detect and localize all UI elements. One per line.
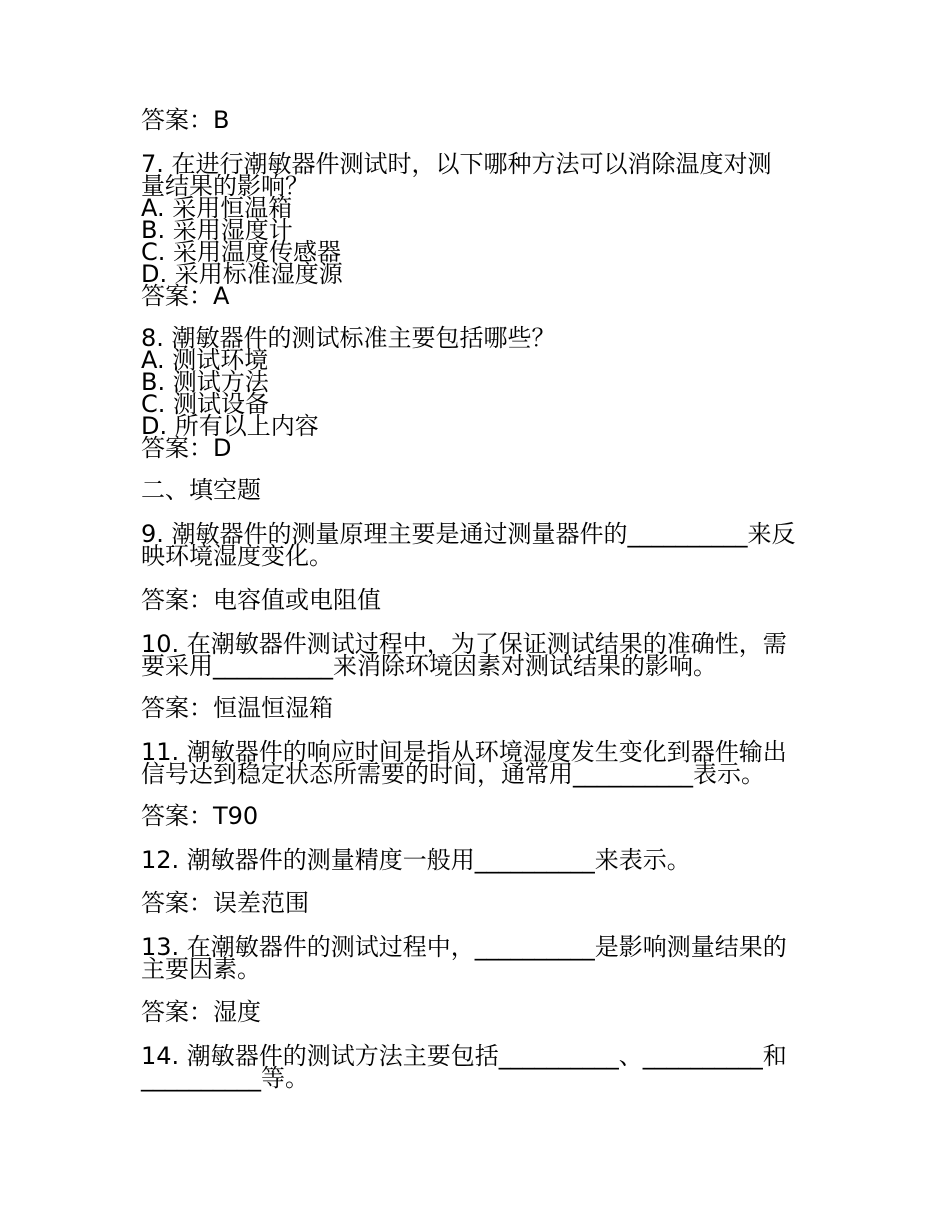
- question-11-line-1: 11. 潮敏器件的响应时间是指从环境湿度发生变化到器件输出: [141, 738, 787, 766]
- answer-7: 答案：A: [141, 282, 230, 310]
- question-7-option-d: D. 采用标准湿度源: [141, 260, 343, 288]
- question-9-line-2: 映环境湿度变化。: [141, 542, 333, 570]
- question-11-line-2: 信号达到稳定状态所需要的时间，通常用__________表示。: [141, 760, 765, 788]
- answer-12: 答案：误差范围: [141, 889, 309, 917]
- question-8-option-d: D. 所有以上内容: [141, 412, 319, 440]
- question-8-option-b: B. 测试方法: [141, 368, 269, 396]
- question-10-line-1: 10. 在潮敏器件测试过程中，为了保证测试结果的准确性，需: [141, 630, 787, 658]
- question-9-line-1: 9. 潮敏器件的测量原理主要是通过测量器件的__________来反: [141, 520, 796, 548]
- question-10-line-2: 要采用__________来消除环境因素对测试结果的影响。: [141, 652, 717, 680]
- answer-11: 答案：T90: [141, 802, 259, 830]
- answer-8: 答案：D: [141, 434, 232, 462]
- question-14-line-1: 14. 潮敏器件的测试方法主要包括__________、__________和: [141, 1042, 787, 1070]
- question-7-option-b: B. 采用湿度计: [141, 216, 293, 244]
- question-14-line-2: __________等。: [141, 1064, 309, 1092]
- question-13-line-1: 13. 在潮敏器件的测试过程中，__________是影响测量结果的: [141, 933, 787, 961]
- question-13-line-2: 主要因素。: [141, 955, 261, 983]
- question-8-option-c: C. 测试设备: [141, 390, 270, 418]
- question-7-option-c: C. 采用温度传感器: [141, 238, 342, 266]
- question-8-line-1: 8. 潮敏器件的测试标准主要包括哪些？: [141, 324, 556, 352]
- answer-9: 答案：电容值或电阻值: [141, 586, 381, 614]
- question-7-line-1: 7. 在进行潮敏器件测试时，以下哪种方法可以消除温度对测: [141, 150, 772, 178]
- question-7-option-a: A. 采用恒温箱: [141, 194, 293, 222]
- question-8-option-a: A. 测试环境: [141, 346, 269, 374]
- question-12-line-1: 12. 潮敏器件的测量精度一般用__________来表示。: [141, 846, 691, 874]
- section-heading: 二、填空题: [141, 476, 261, 504]
- answer-13: 答案：湿度: [141, 998, 261, 1026]
- question-7-line-2: 量结果的影响？: [141, 172, 309, 200]
- answer-6: 答案：B: [141, 106, 230, 134]
- answer-10: 答案：恒温恒湿箱: [141, 694, 333, 722]
